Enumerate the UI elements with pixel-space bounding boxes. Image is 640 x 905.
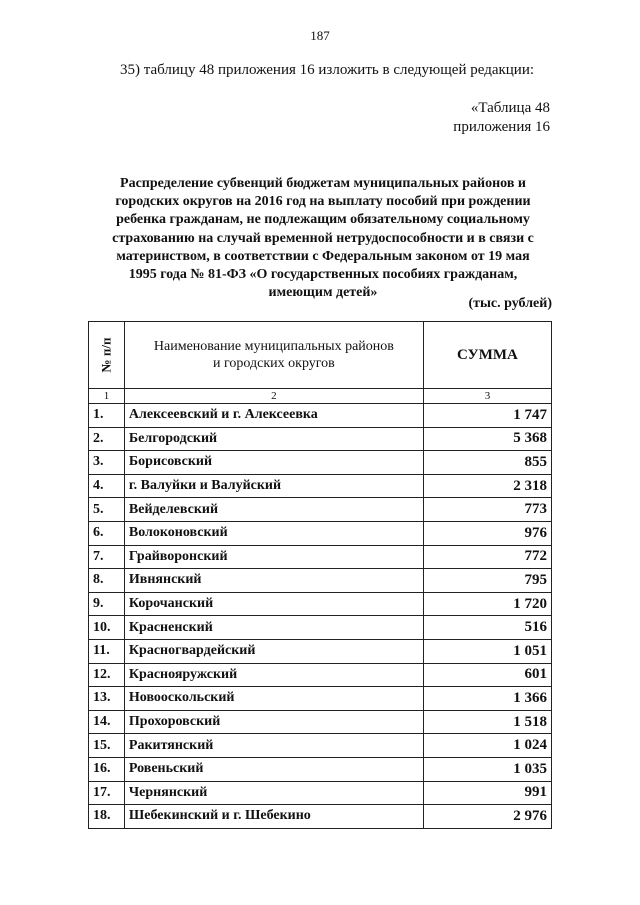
title-line: городских округов на 2016 год на выплату пособий при рождении xyxy=(115,194,531,210)
unit-label: (тыс. рублей) xyxy=(468,296,552,311)
page-number: 187 xyxy=(310,28,330,43)
row-district-name: Борисовский xyxy=(124,451,423,475)
row-number: 5. xyxy=(89,498,125,522)
table-row xyxy=(89,639,552,663)
table-row xyxy=(89,474,552,498)
table-row xyxy=(89,757,552,781)
row-sum: 1 366 xyxy=(423,687,551,711)
table-reference xyxy=(453,99,550,137)
row-sum: 516 xyxy=(423,616,551,640)
table-row xyxy=(89,451,552,475)
table-ref-line1: «Таблица 48 xyxy=(470,100,550,116)
row-sum: 795 xyxy=(423,569,551,593)
document-title xyxy=(88,175,558,302)
row-district-name: Шебекинский и г. Шебекино xyxy=(124,805,423,829)
table-row xyxy=(89,805,552,829)
row-number: 7. xyxy=(89,545,125,569)
row-district-name: Новооскольский xyxy=(124,687,423,711)
row-sum: 855 xyxy=(423,451,551,475)
row-sum: 1 747 xyxy=(423,404,551,428)
table-row xyxy=(89,687,552,711)
row-district-name: Белгородский xyxy=(124,427,423,451)
table-ref-line2: приложения 16 xyxy=(453,119,550,135)
table-row xyxy=(89,498,552,522)
row-number: 10. xyxy=(89,616,125,640)
row-number: 4. xyxy=(89,474,125,498)
row-sum: 773 xyxy=(423,498,551,522)
title-line: имеющим детей» xyxy=(268,285,378,301)
row-district-name: Алексеевский и г. Алексеевка xyxy=(124,404,423,428)
row-district-name: Вейделевский xyxy=(124,498,423,522)
table-header-row xyxy=(89,322,552,389)
row-district-name: Краснояружский xyxy=(124,663,423,687)
row-district-name: Волоконовский xyxy=(124,521,423,545)
row-district-name: г. Валуйки и Валуйский xyxy=(124,474,423,498)
table-body xyxy=(89,404,552,829)
table-row xyxy=(89,521,552,545)
table-row xyxy=(89,734,552,758)
header-name xyxy=(124,322,423,389)
row-sum: 991 xyxy=(423,781,551,805)
table-row xyxy=(89,404,552,428)
intro-text: 35) таблицу 48 приложения 16 изложить в следующей редакции: xyxy=(120,62,535,78)
row-number: 15. xyxy=(89,734,125,758)
row-sum: 976 xyxy=(423,521,551,545)
table-row xyxy=(89,545,552,569)
row-sum: 1 051 xyxy=(423,639,551,663)
column-index-row xyxy=(89,389,552,404)
title-line: материнством, в соответствии с Федеральным законом от 19 мая xyxy=(116,248,530,264)
row-district-name: Прохоровский xyxy=(124,710,423,734)
row-district-name: Ивнянский xyxy=(124,569,423,593)
column-index: 2 xyxy=(124,389,423,404)
row-sum: 601 xyxy=(423,663,551,687)
header-num xyxy=(89,322,125,389)
title-line: Распределение субвенций бюджетам муниципальных районов и xyxy=(120,176,526,191)
row-sum: 1 035 xyxy=(423,757,551,781)
column-index: 3 xyxy=(423,389,551,404)
row-number: 9. xyxy=(89,592,125,616)
row-district-name: Грайворонский xyxy=(124,545,423,569)
row-number: 1. xyxy=(89,404,125,428)
row-district-name: Ракитянский xyxy=(124,734,423,758)
header-num-label: № п/п xyxy=(98,337,114,372)
row-sum: 5 368 xyxy=(423,427,551,451)
title-line: 1995 года № 81-ФЗ «О государственных пособиях гражданам, xyxy=(128,267,518,283)
table-row xyxy=(89,781,552,805)
row-number: 11. xyxy=(89,639,125,663)
subvention-table xyxy=(88,321,552,829)
row-number: 2. xyxy=(89,427,125,451)
row-sum: 1 518 xyxy=(423,710,551,734)
row-number: 13. xyxy=(89,687,125,711)
row-sum: 2 318 xyxy=(423,474,551,498)
row-district-name: Красненский xyxy=(124,616,423,640)
row-number: 16. xyxy=(89,757,125,781)
row-district-name: Ровеньский xyxy=(124,757,423,781)
row-sum: 1 720 xyxy=(423,592,551,616)
table-row xyxy=(89,427,552,451)
table-row xyxy=(89,710,552,734)
row-number: 14. xyxy=(89,710,125,734)
row-sum: 1 024 xyxy=(423,734,551,758)
header-sum: СУММА xyxy=(423,322,551,389)
row-district-name: Корочанский xyxy=(124,592,423,616)
row-district-name: Чернянский xyxy=(124,781,423,805)
row-sum: 772 xyxy=(423,545,551,569)
title-line: ребенка гражданам, не подлежащим обязательному социальному xyxy=(116,212,530,228)
row-sum: 2 976 xyxy=(423,805,551,829)
row-number: 18. xyxy=(89,805,125,829)
table-row xyxy=(89,616,552,640)
row-number: 3. xyxy=(89,451,125,475)
row-number: 12. xyxy=(89,663,125,687)
row-number: 17. xyxy=(89,781,125,805)
title-line: страхованию на случай временной нетрудоспособности и в связи с xyxy=(112,230,534,246)
row-district-name: Красногвардейский xyxy=(124,639,423,663)
header-name-line1: Наименование муниципальных районов xyxy=(153,339,394,354)
row-number: 6. xyxy=(89,521,125,545)
row-number: 8. xyxy=(89,569,125,593)
header-name-line2: и городских округов xyxy=(213,356,335,371)
table-row xyxy=(89,663,552,687)
column-index: 1 xyxy=(89,389,125,404)
table-row xyxy=(89,592,552,616)
table-row xyxy=(89,569,552,593)
